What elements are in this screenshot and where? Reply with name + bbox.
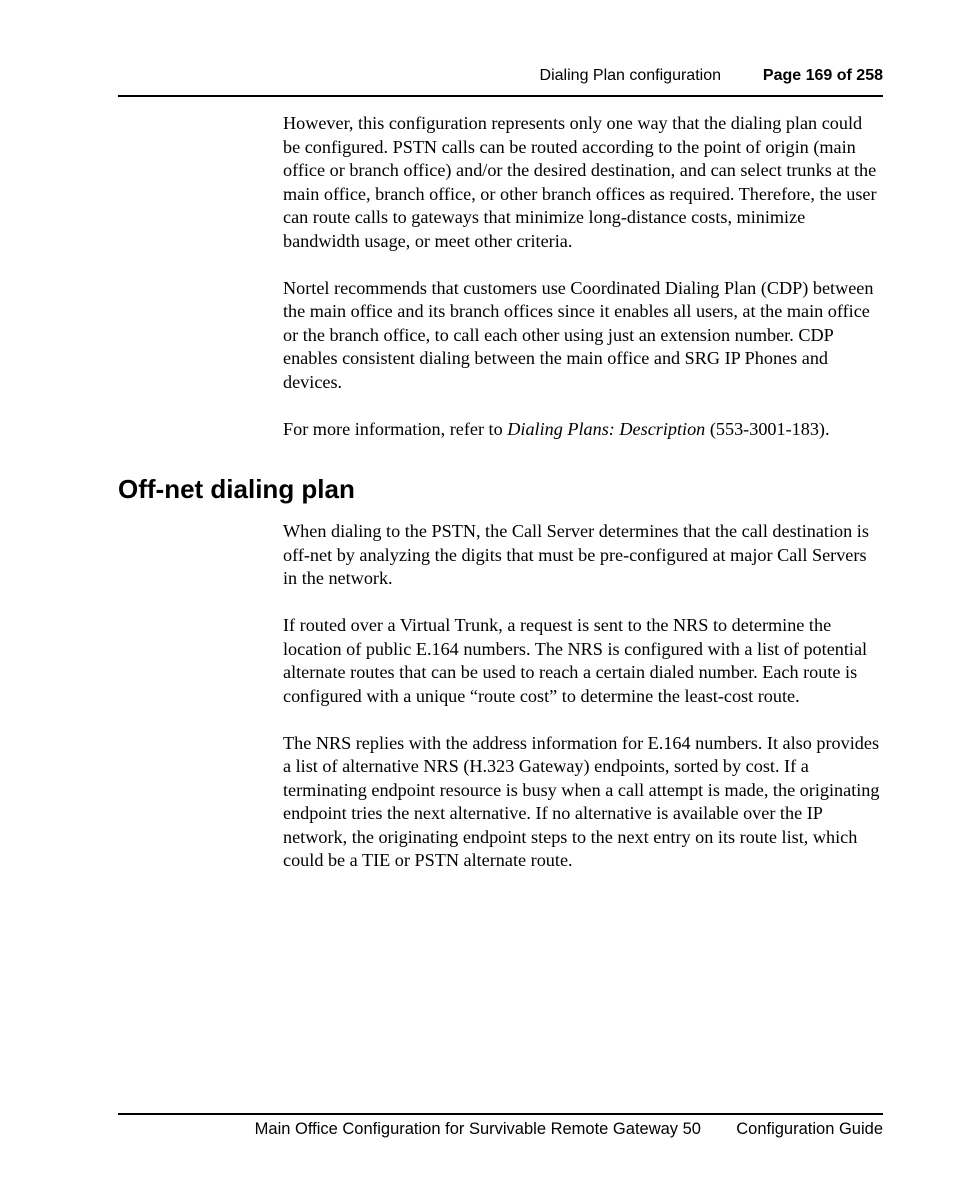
- reference-suffix: (553-3001-183).: [705, 418, 830, 439]
- header-section-title: Dialing Plan configuration: [539, 67, 721, 84]
- footer-document-title: Main Office Configuration for Survivable Remote Gateway 50: [254, 1120, 701, 1138]
- section-text-block: [283, 520, 883, 896]
- intro-paragraph-2: Nortel recommends that customers use Coordinated Dialing Plan (CDP) between the main office and its branch offices since it enables all users, at the main office or the branch office, to call each other using just an extension number. CDP enables consistent dialing between the main office and SRG IP Phones and devices.: [283, 277, 874, 392]
- reference-title: Dialing Plans: Description: [507, 418, 706, 439]
- page-header: [118, 64, 883, 97]
- section-paragraph-1: When dialing to the PSTN, the Call Server determines that the call destination is off-net by analyzing the digits that must be pre-configured at major Call Servers in the network.: [283, 521, 869, 588]
- reference-prefix: For more information, refer to: [283, 418, 508, 439]
- section-heading: Off-net dialing plan: [118, 474, 355, 504]
- header-page-number: Page 169 of 258: [762, 67, 883, 84]
- page-footer: [118, 1113, 883, 1138]
- section-paragraph-2: If routed over a Virtual Trunk, a request is sent to the NRS to determine the location of public E.164 numbers. The NRS is configured with a list of potential alternate routes that can be used to reach a certain dialed number. Each route is configured with a unique “route cost” to determine the least-cost route.: [283, 615, 868, 706]
- section-paragraph-3: The NRS replies with the address information for E.164 numbers. It also provides a list of alternative NRS (H.323 Gateway) endpoints, sorted by cost. If a terminating endpoint resource is busy when a call attempt is made, the originating endpoint tries the next alternative. If no alternative is available over the IP network, the originating endpoint steps to the next entry on its route list, which could be a TIE or PSTN alternate route.: [283, 732, 880, 870]
- intro-text-block: [283, 112, 883, 465]
- footer-guide-label: Configuration Guide: [736, 1120, 883, 1138]
- intro-paragraph-1: However, this configuration represents only one way that the dialing plan could be configured. PSTN calls can be routed according to the point of origin (main office or branch office) and/or the desired destination, and can select trunks at the main office, branch office, or other branch offices as required. Therefore, the user can route calls to gateways that minimize long-distance costs, minimize bandwidth usage, or meet other criteria.: [283, 113, 877, 251]
- intro-paragraph-3: [283, 418, 883, 442]
